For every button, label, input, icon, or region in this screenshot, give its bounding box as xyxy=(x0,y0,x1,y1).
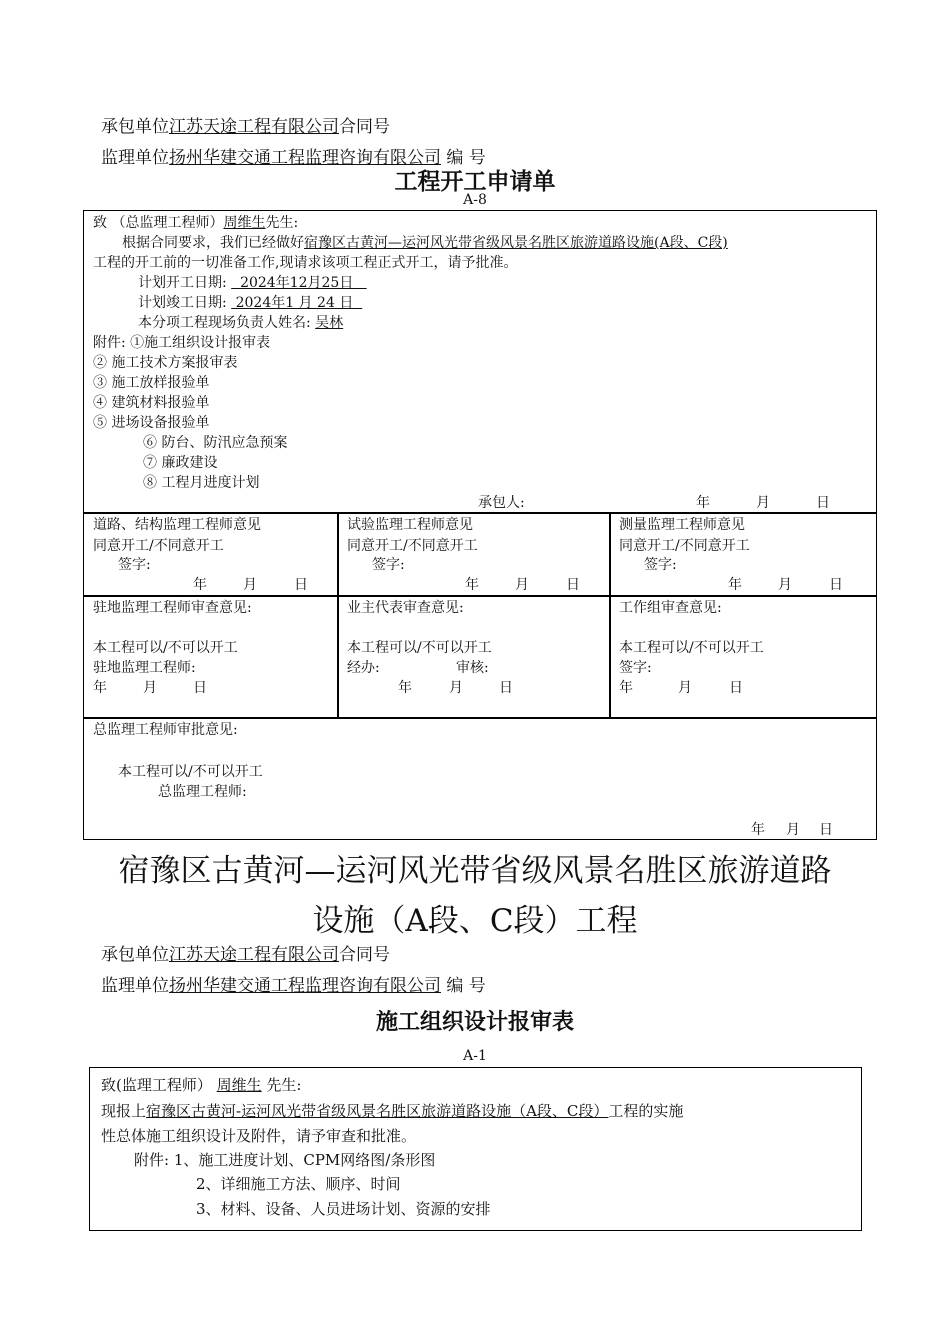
manager-line xyxy=(138,312,343,332)
attachment-item: ⑥ 防台、防汛应急预案 xyxy=(143,435,288,451)
date-year: 年 xyxy=(728,577,742,593)
supervisor-label: 监理单位 xyxy=(101,976,169,996)
contractor-label: 承包单位 xyxy=(101,117,169,137)
attachment-item: ⑧ 工程月进度计划 xyxy=(143,475,260,491)
form2-title: 施工组织设计报审表 xyxy=(375,1010,574,1035)
body-mid: 工程的实施 xyxy=(608,1102,684,1120)
serial-label: 编 号 xyxy=(446,976,486,996)
date-day: 日 xyxy=(829,577,843,593)
addressee-prefix: 致 （总监理工程师） xyxy=(93,215,224,231)
supervisor-name: 扬州华建交通工程监理咨询有限公司 xyxy=(169,976,441,996)
date-year: 年 xyxy=(193,577,207,593)
contractor-line xyxy=(101,112,390,137)
road-agree-text: 同意开工/不同意开工 xyxy=(93,538,224,554)
form1-code: A-8 xyxy=(463,192,487,208)
date-month: 月 xyxy=(678,680,692,696)
end-date-label: 计划竣工日期: xyxy=(138,295,227,311)
date-month: 月 xyxy=(243,577,257,593)
manager-label: 本分项工程现场负责人姓名: xyxy=(138,315,311,331)
reviewer-label: 审核: xyxy=(456,660,489,676)
date-day: 日 xyxy=(499,680,513,696)
start-date: 2024年12月25日 xyxy=(231,275,367,291)
contractor-label: 承包单位 xyxy=(101,945,169,965)
end-date: 2024年1 月 24 日 xyxy=(231,295,363,311)
road-engineer-title: 道路、结构监理工程师意见 xyxy=(93,517,261,533)
test-agree-text: 同意开工/不同意开工 xyxy=(347,538,478,554)
survey-agree-text: 同意开工/不同意开工 xyxy=(619,538,750,554)
date-month: 月 xyxy=(756,495,770,511)
resident-can-start: 本工程可以/不可以开工 xyxy=(93,640,238,656)
form1-title: 工程开工申请单 xyxy=(394,169,556,195)
test-sign-label: 签字: xyxy=(372,557,405,573)
divider xyxy=(337,512,339,718)
date-day: 日 xyxy=(729,680,743,696)
contractor-line xyxy=(101,940,390,965)
body-prefix: 根据合同要求，我们已经做好 xyxy=(122,235,304,251)
owner-review-title: 业主代表审查意见: xyxy=(347,600,464,616)
manager-name: 吴林 xyxy=(315,315,344,331)
addressee-suffix: 先生: xyxy=(265,215,299,231)
contractor-name: 江苏天途工程有限公司 xyxy=(169,117,339,137)
attachment-item: ⑤ 进场设备报验单 xyxy=(93,415,210,431)
test-engineer-title: 试验监理工程师意见 xyxy=(347,517,473,533)
contractor-name: 江苏天途工程有限公司 xyxy=(169,945,339,965)
start-date-label: 计划开工日期: xyxy=(138,275,227,291)
attachment-item: 附件: 1、施工进度计划、CPM网络图/条形图 xyxy=(134,1151,436,1169)
serial-label: 编 号 xyxy=(446,148,486,168)
resident-engineer-label: 驻地监理工程师: xyxy=(93,660,196,676)
body-prefix: 现报上 xyxy=(101,1102,147,1120)
group-sign-label: 签字: xyxy=(619,660,652,676)
form1-addressee xyxy=(93,212,298,232)
date-year: 年 xyxy=(465,577,479,593)
supervisor-line xyxy=(101,971,486,996)
date-month: 月 xyxy=(778,577,792,593)
end-date-line xyxy=(138,292,362,312)
form2-body-line2: 性总体施工组织设计及附件，请予审查和批准。 xyxy=(101,1127,417,1145)
supervisor-label: 监理单位 xyxy=(101,148,169,168)
attachment-item: 附件: ①施工组织设计报审表 xyxy=(93,335,271,351)
date-day: 日 xyxy=(294,577,308,593)
survey-engineer-title: 测量监理工程师意见 xyxy=(619,517,745,533)
attachment-item: ③ 施工放样报验单 xyxy=(93,375,210,391)
project-title-line1: 宿豫区古黄河—运河风光带省级风景名胜区旅游道路 xyxy=(118,853,832,889)
date-year: 年 xyxy=(398,680,412,696)
attachment-item: 3、材料、设备、人员进场计划、资源的安排 xyxy=(196,1200,491,1218)
attachment-item: ② 施工技术方案报审表 xyxy=(93,355,238,371)
chief-engineer-label: 总监理工程师: xyxy=(158,784,247,800)
chief-review-title: 总监理工程师审批意见: xyxy=(93,722,238,738)
survey-sign-label: 签字: xyxy=(644,557,677,573)
date-month: 月 xyxy=(515,577,529,593)
attachment-item: ④ 建筑材料报验单 xyxy=(93,395,210,411)
date-year: 年 xyxy=(93,680,107,696)
form2-addressee xyxy=(101,1074,301,1095)
addressee-name: 周维生 xyxy=(216,1076,262,1094)
resident-review-title: 驻地监理工程师审查意见: xyxy=(93,600,252,616)
date-month: 月 xyxy=(143,680,157,696)
date-month: 月 xyxy=(786,822,800,838)
date-year: 年 xyxy=(696,495,710,511)
addressee-name: 周维生 xyxy=(223,215,266,231)
attachment-item: ⑦ 廉政建设 xyxy=(143,455,218,471)
start-date-line xyxy=(138,272,367,292)
divider xyxy=(609,512,611,718)
form2-body-line1 xyxy=(101,1100,683,1121)
form1-body-line2: 工程的开工前的一切准备工作,现请求该项工程正式开工，请予批准。 xyxy=(93,255,518,271)
road-sign-label: 签字: xyxy=(118,557,151,573)
handler-label: 经办: xyxy=(347,660,380,676)
form2-code: A-1 xyxy=(463,1048,487,1064)
applicant-label: 承包人: xyxy=(478,495,525,511)
date-year: 年 xyxy=(751,822,765,838)
form1-body-line1 xyxy=(122,232,728,252)
owner-can-start: 本工程可以/不可以开工 xyxy=(347,640,492,656)
date-day: 日 xyxy=(193,680,207,696)
addressee-prefix: 致(监理工程师） xyxy=(101,1076,212,1094)
supervisor-name: 扬州华建交通工程监理咨询有限公司 xyxy=(169,148,441,168)
contract-no-label: 合同号 xyxy=(339,945,390,965)
addressee-suffix: 先生: xyxy=(261,1076,302,1094)
date-day: 日 xyxy=(819,822,833,838)
group-review-title: 工作组审查意见: xyxy=(619,600,722,616)
contract-no-label: 合同号 xyxy=(339,117,390,137)
project-title-line2: 设施（A段、C段）工程 xyxy=(312,903,638,939)
attachment-item: 2、详细施工方法、顺序、时间 xyxy=(196,1175,401,1193)
chief-can-start: 本工程可以/不可以开工 xyxy=(118,764,263,780)
date-year: 年 xyxy=(619,680,633,696)
date-day: 日 xyxy=(566,577,580,593)
date-day: 日 xyxy=(816,495,830,511)
project-name: 宿豫区古黄河—运河风光带省级风景名胜区旅游道路设施(A段、C段) xyxy=(304,235,728,251)
project-name: 宿豫区古黄河-运河风光带省级风景名胜区旅游道路设施（A段、C段） xyxy=(146,1102,609,1120)
date-month: 月 xyxy=(449,680,463,696)
group-can-start: 本工程可以/不可以开工 xyxy=(619,640,764,656)
